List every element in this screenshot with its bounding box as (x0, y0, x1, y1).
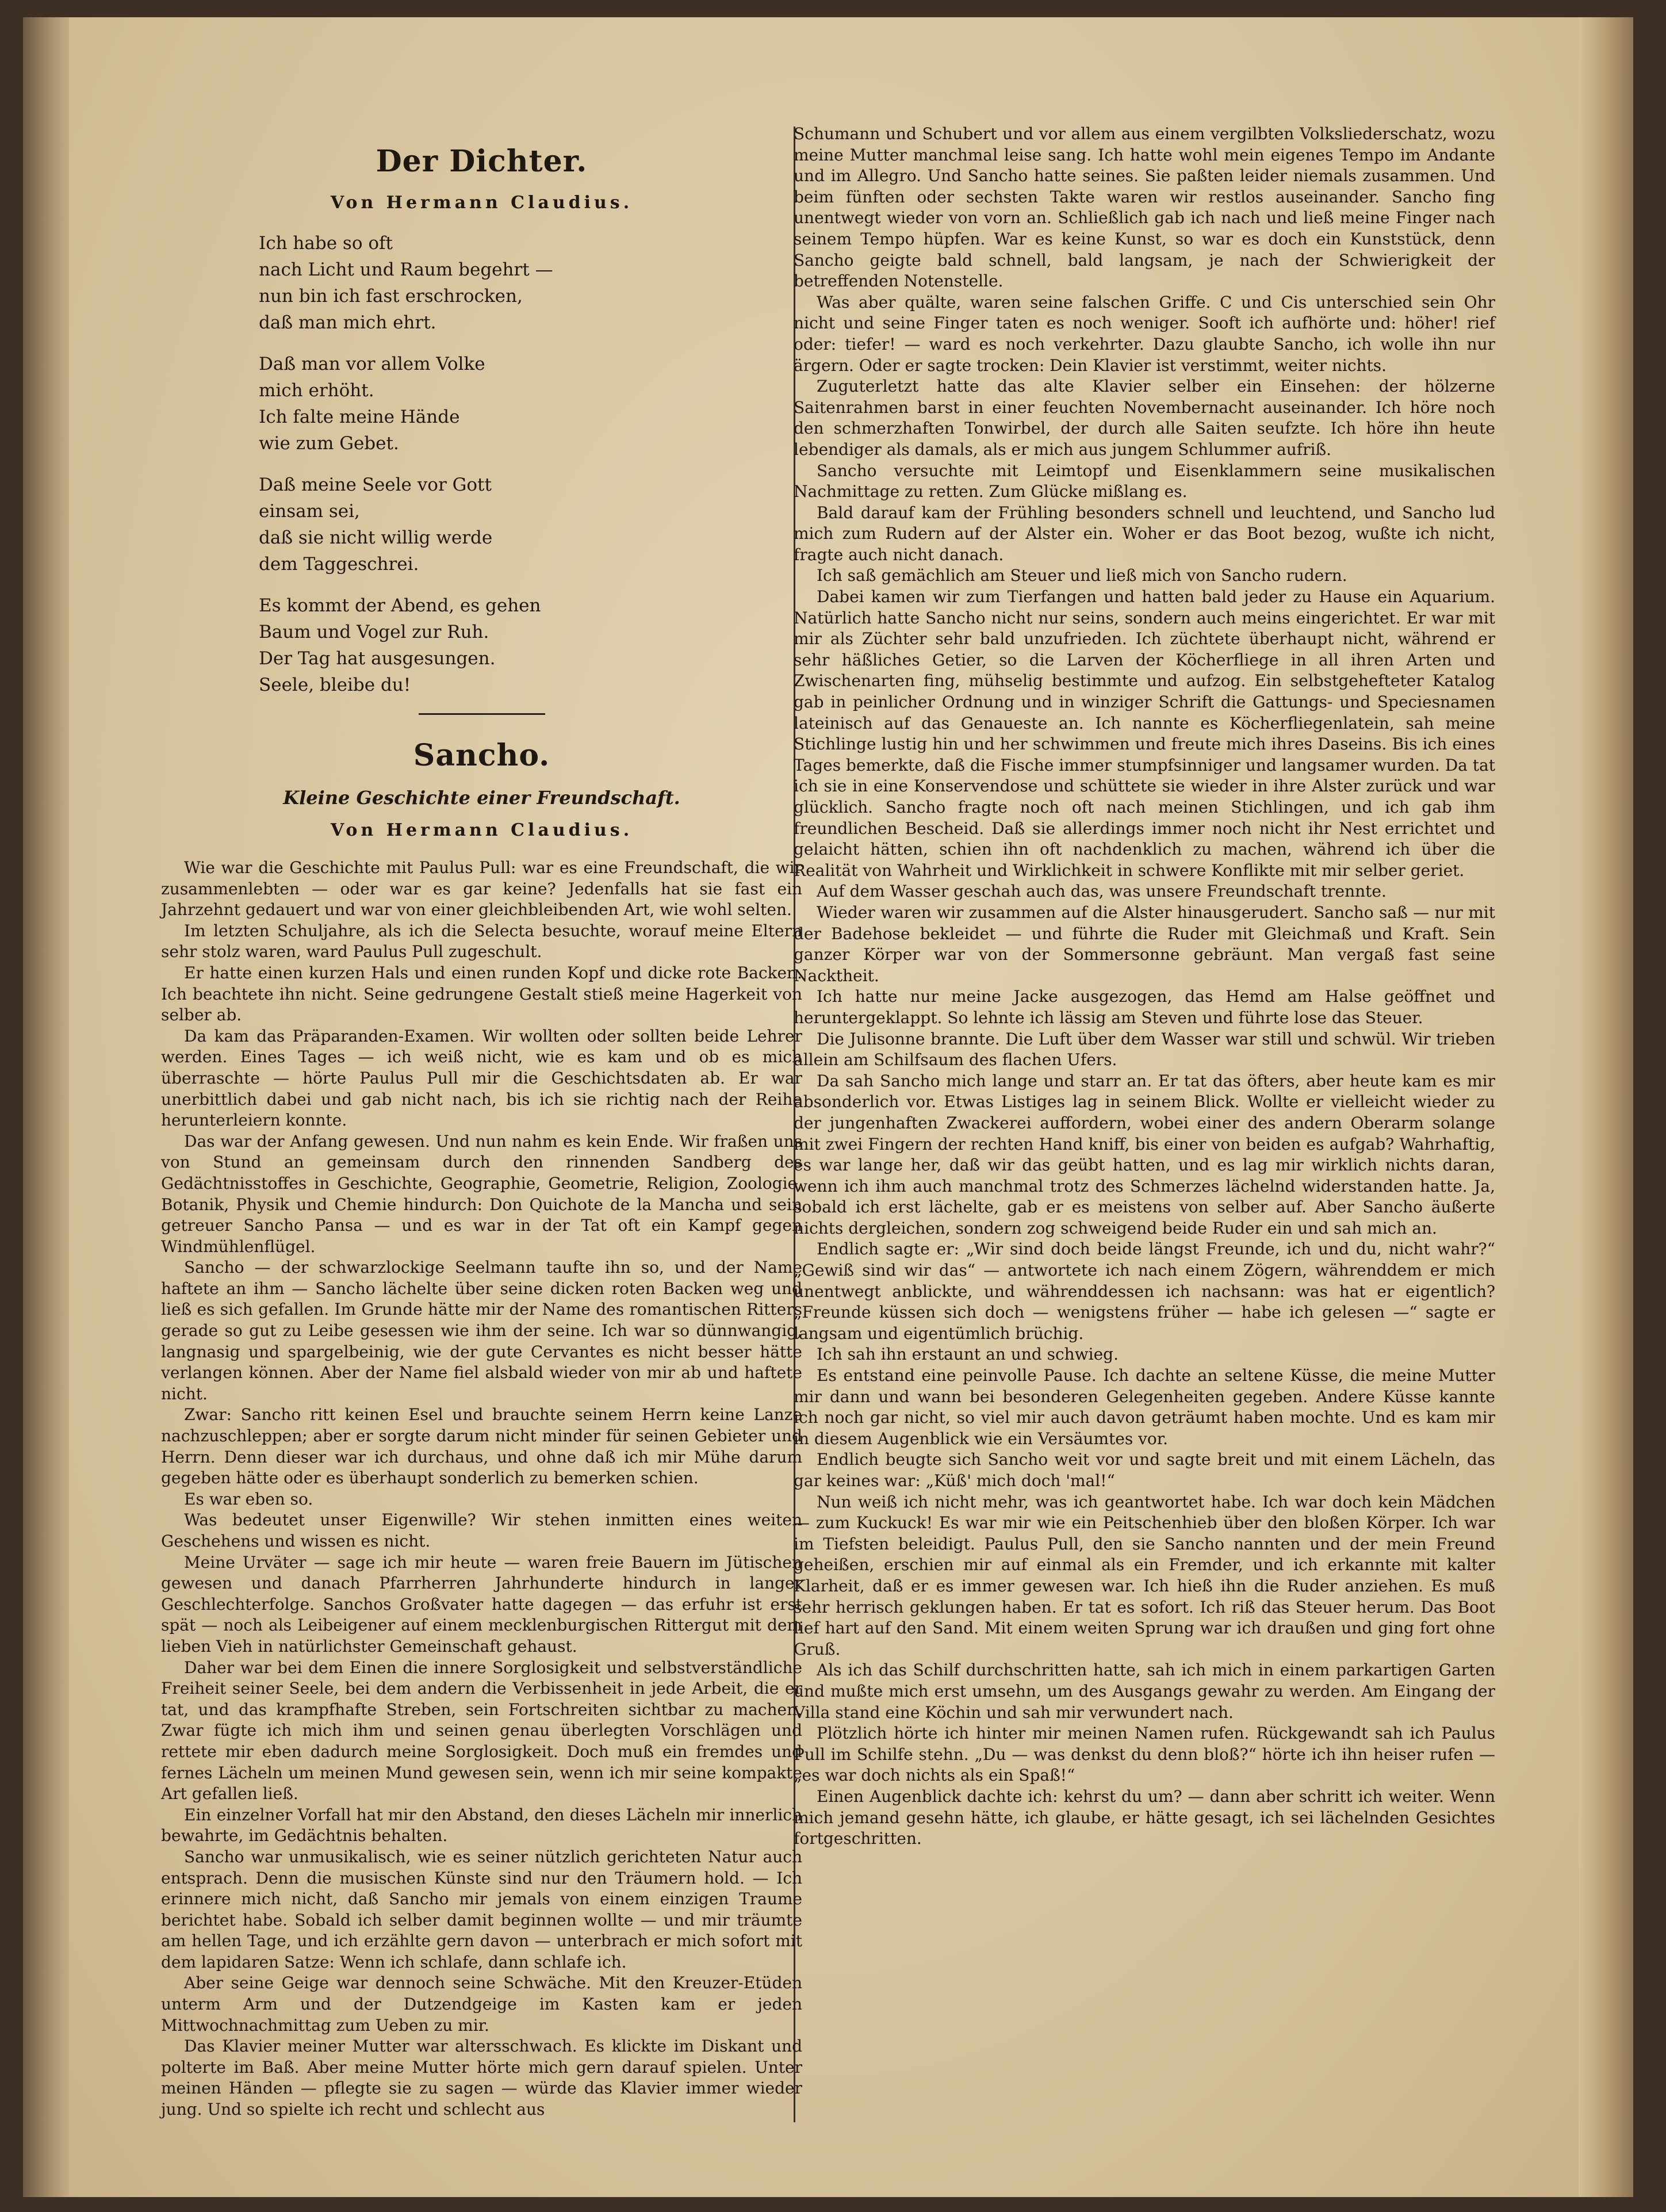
poem-line: Der Tag hat ausgesungen. (259, 648, 496, 669)
paragraph: Was aber quälte, waren seine falschen Griffe. C und Cis unterschied sein Ohr nicht und seine Finger taten es noch weniger. Sooft ich aufhörte und: höher! rief oder: tiefer! — ward es noch verkehrter. Dazu glaubte Sancho, ich wolle ihn nur ärgern. Oder er sagte trocken: Dein Klavier ist verstimmt, weiter nichts. (794, 292, 1495, 375)
paragraph: Als ich das Schilf durchschritten hatte, sah ich mich in einem parkartigen Garten und mußte mich erst umsehn, um des Ausgangs gewahr zu werden. Am Eingang der Villa stand eine Köchin und sah mir verwundert nach. (794, 1660, 1495, 1722)
poem-line: nach Licht und Raum begehrt — (259, 259, 553, 280)
page-edge-right (1579, 17, 1633, 2197)
paragraph: Endlich sagte er: „Wir sind doch beide längst Freunde, ich und du, nicht wahr?“ „Gewiß sind wir das“ — antwortete ich nach einem Zögern, währenddem er mich unentwegt anblickte, und währenddessen ich nachsann: was hat er eigentlich? „Freunde küssen sich doch — wenigstens früher — habe ich gelesen —“ sagte er langsam und eigentümlich brüchig. (794, 1239, 1495, 1343)
paragraph: Ein einzelner Vorfall hat mir den Abstand, den dieses Lächeln mir innerlich bewahrte, im Gedächtnis behalten. (161, 1805, 802, 1846)
poem-stanza (259, 592, 802, 698)
paragraph: Nun weiß ich nicht mehr, was ich geantwortet habe. Ich war doch kein Mädchen — zum Kuckuck! Es war mir wie ein Peitschenhieb über den bloßen Körper. Ich war im Tiefsten beleidigt. Paulus Pull, den sie Sancho nannten und der mein Freund geheißen, erschien mir auf einmal als ein Fremder, und ich erkannte mit kalter Klarheit, daß er es immer gewesen war. Ich hieß ihn die Ruder anziehen. Es muß sehr herrisch geklungen haben. Er tat es sofort. Ich riß das Steuer herum. Das Boot lief hart auf den Sand. Mit einem weiten Sprung war ich draußen und ging fort ohne Gruß. (794, 1492, 1495, 1659)
paragraph: Bald darauf kam der Frühling besonders schnell und leuchtend, und Sancho lud mich zum Rudern auf der Alster ein. Woher er das Boot bezog, wußte ich nicht, fragte auch nicht danach. (794, 503, 1495, 564)
poem-line: Daß meine Seele vor Gott (259, 474, 492, 495)
paragraph: Zuguterletzt hatte das alte Klavier selber ein Einsehen: der hölzerne Saitenrahmen barst in einer feuchten Novembernacht auseinander. Ich höre noch den schmerzhaften Tonwirbel, der durch alle Saiten seufzte. Ich höre ihn heute lebendiger als damals, als er mich aus jungem Schlummer aufriß. (794, 377, 1495, 459)
paragraph: Das war der Anfang gewesen. Und nun nahm es kein Ende. Wir fraßen uns von Stund an gemeinsam durch den rinnenden Sandberg des Gedächtnisstoffes in Geschichte, Geographie, Geometrie, Religion, Zoologie, Botanik, Physik und Chemie hindurch: Don Quichote de la Mancha und sein getreuer Sancho Pansa — und es war in der Tat oft ein Kampf gegen Windmühlenflügel. (161, 1131, 802, 1256)
poem-title: Der Dichter. (376, 144, 588, 179)
paragraph: Er hatte einen kurzen Hals und einen runden Kopf und dicke rote Backen. Ich beachtete ihn nicht. Seine gedrungene Gestalt stieß meine Hagerkeit von selber ab. (161, 963, 802, 1025)
paragraph: Es entstand eine peinvolle Pause. Ich dachte an seltene Küsse, die meine Mutter mir dann und wann bei besonderen Gelegenheiten gegeben. Andere Küsse kannte ich noch gar nicht, so viel mir auch davon geträumt haben mochte. Und es kam mir in diesem Augenblick wie ein Versäumtes vor. (794, 1366, 1495, 1448)
previous-page-edge (23, 17, 69, 2197)
paragraph: Sancho — der schwarzlockige Seelmann taufte ihn so, und der Name haftete an ihm — Sancho lächelte über seine dicken roten Backen weg und ließ es sich gefallen. Im Grunde hätte mir der Name des romantischen Ritters gerade so gut zu Leibe gesessen wie ihm der seine. Ich war so dünnwangig, langnasig und spargelbeinig, wie der gute Cervantes es nicht besser hätte verlangen können. Aber der Name fiel alsbald wieder von mir ab und haftete nicht. (161, 1258, 802, 1403)
paragraph: Da kam das Präparanden-Examen. Wir wollten oder sollten beide Lehrer werden. Eines Tages — ich weiß nicht, wie es kam und ob es mich überraschte — hörte Paulus Pull mir die Geschichtsdaten ab. Er war unerbittlich dabei und gab nicht nach, bis ich sie richtig nach der Reihe herunterleiern konnte. (161, 1026, 802, 1130)
paragraph: Daher war bei dem Einen die innere Sorglosigkeit und selbstverständliche Freiheit seiner Seele, bei dem andern die Verbissenheit in jede Arbeit, die er tat, und das krampfhafte Streben, sein Fortschreiten sichtbar zu machen. Zwar fügte ich mich ihm und seinen genau überlegten Vorschlägen und rettete mir eben dadurch meine Sorglosigkeit. Doch muß ein fremdes und fernes Lächeln um meinen Mund gewesen sein, wenn ich mir seine kompakte Art gefallen ließ. (161, 1658, 802, 1804)
poem-byline: Von Hermann Claudius. (330, 193, 633, 213)
poem-line: mich erhöht. (259, 380, 374, 401)
paragraph: Die Julisonne brannte. Die Luft über dem Wasser war still und schwül. Wir trieben allein am Schilfsaum des flachen Ufers. (794, 1029, 1495, 1070)
poem-stanza (259, 230, 802, 336)
paragraph: Meine Urväter — sage ich mir heute — waren freie Bauern im Jütischen gewesen und danach Pfarrherren Jahrhunderte hindurch in langer Geschlechterfolge. Sanchos Großvater hatte dagegen — das erfuhr ist erst spät — noch als Leibeigener auf einem mecklenburgischen Rittergut mit dem lieben Vieh in natürlichster Gemeinschaft gehaust. (161, 1552, 802, 1656)
story-byline: Von Hermann Claudius. (330, 820, 633, 840)
paragraph: Plötzlich hörte ich hinter mir meinen Namen rufen. Rückgewandt sah ich Paulus Pull im Schilfe stehn. „Du — was denkst du denn bloß?“ hörte ich ihn heiser rufen — „es war doch nichts als ein Spaß!“ (794, 1724, 1495, 1785)
paragraph: Sancho versuchte mit Leimtopf und Eisenklammern seine musikalischen Nachmittage zu retten. Zum Glücke mißlang es. (794, 461, 1495, 502)
paragraph: Auf dem Wasser geschah auch das, was unsere Freundschaft trennte. (817, 882, 1387, 901)
poem-line: Ich falte meine Hände (259, 407, 460, 427)
paragraph: Endlich beugte sich Sancho weit vor und sagte breit und mit einem Lächeln, das gar keines war: „Küß' mich doch 'mal!“ (794, 1450, 1495, 1490)
story-text-right (794, 124, 1495, 1850)
poem-stanza (259, 472, 802, 577)
poem-line: Daß man vor allem Volke (259, 354, 485, 374)
paragraph: Wieder waren wir zusammen auf die Alster hinausgerudert. Sancho saß — nur mit der Badehose bekleidet — und führte die Ruder mit Gleichmaß und Kraft. Sein ganzer Körper war von der Sommersonne gebräunt. Man vergaß fast seine Nacktheit. (794, 902, 1495, 985)
paragraph: Im letzten Schuljahre, als ich die Selecta besuchte, worauf meine Eltern sehr stolz waren, ward Paulus Pull zugeschult. (161, 921, 802, 962)
poem-line: daß sie nicht willig werde (259, 527, 493, 548)
left-column (161, 121, 802, 2121)
paragraph: Sancho war unmusikalisch, wie es seiner nützlich gerichteten Natur auch entsprach. Denn die musischen Künste sind nur den Träumern hold. — Ich erinnere mich nicht, daß Sancho mir jemals von einem einzigen Traume berichtet habe. Sobald ich selber damit beginnen wollte — und mir träumte am hellen Tage, und ich erzählte gern davon — unterbrach er mich sofort mit dem lapidaren Satze: Wenn ich schlafe, dann schlafe ich. (161, 1847, 802, 1972)
poem-stanza (259, 351, 802, 457)
paragraph: Ich hatte nur meine Jacke ausgezogen, das Hemd am Halse geöffnet und heruntergeklappt. So lehnte ich lässig am Steven und führte lose das Steuer. (794, 987, 1495, 1027)
poem-line: Seele, bleibe du! (259, 675, 411, 695)
section-divider (419, 713, 545, 715)
poem-line: nun bin ich fast erschrocken, (259, 286, 523, 307)
poem-line: Baum und Vogel zur Ruh. (259, 622, 489, 642)
story-text-left (161, 858, 802, 2121)
paragraph: Wie war die Geschichte mit Paulus Pull: war es eine Freundschaft, die wir zusammenlebten — oder war es gar keine? Jedenfalls hat sie fast ein Jahrzehnt gedauert und war von einer gleichbleibenden Art, wie wohl selten. (161, 858, 802, 920)
paragraph: Aber seine Geige war dennoch seine Schwäche. Mit den Kreuzer-Etüden unterm Arm und der Dutzendgeige im Kasten kam er jeden Mittwochnachmittag zum Ueben zu mir. (161, 1973, 802, 2035)
paragraph: Da sah Sancho mich lange und starr an. Er tat das öfters, aber heute kam es mir absonderlich vor. Etwas Listiges lag in seinem Blick. Wollte er vielleicht wieder zu der jungenhaften Zwackerei auffordern, wobei einer des andern Oberarm solange mit zwei Fingern der rechten Hand kniff, bis einer von beiden es aufgab? Wahrhaftig, es war lange her, daß wir das geübt hatten, und es lag mir wirklich nichts daran, wenn ich ihm auch manchmal trotz des Schmerzes lächelnd widerstanden hatte. Ja, sobald ich erst lächelte, gab er es meistens von selber auf. Aber Sancho äußerte nichts dergleichen, sondern zog schweigend beide Ruder ein und sah mich an. (794, 1071, 1495, 1238)
poem-body (259, 230, 802, 698)
poem-line: Es kommt der Abend, es gehen (259, 595, 541, 616)
poem-line: dem Taggeschrei. (259, 554, 419, 575)
poem-line: daß man mich ehrt. (259, 312, 436, 333)
paragraph: Es war eben so. (184, 1489, 313, 1509)
story-subtitle: Kleine Geschichte einer Freundschaft. (283, 787, 680, 809)
paragraph: Dabei kamen wir zum Tierfangen und hatten bald jeder zu Hause ein Aquarium. Natürlich hatte Sancho nicht nur seins, sondern auch meins eingerichtet. Er war mit mir als Züchter sehr bald unzufrieden. Ich züchtete überhaupt nicht, während er sehr häßliches Getier, so die Larven der Köcherfliege in all ihren Arten und Zwischenarten fing, mühselig bestimmte und aufzog. Ein selbstgehefteter Katalog gab in peinlicher Ordnung und in winziger Schrift die Gattungs- und Speciesnamen lateinisch auf das Genaueste an. Ich nannte es Köcherfliegenlatein, sah meine Stichlinge lustig hin und her schwimmen und freute mich ihres Daseins. Bis ich eines Tages bemerkte, daß die Fische immer stumpfsinniger und langsamer wurden. Da tat ich sie in eine Konservendose und schüttete sie wieder in ihre Alster zurück und war glücklich. Sancho fragte noch oft nach meinen Stichlingen, und ich gab ihm freundlichen Bescheid. Daß sie allerdings immer noch nicht ihr Nest errichtet und gelaicht hätten, schien ihn oft nachdenklich zu machen, während ich über die Realität von Wahrheit und Wirklichkeit in schwere Konflikte mit mir selber geriet. (794, 587, 1495, 880)
paragraph: Einen Augenblick dachte ich: kehrst du um? — dann aber schritt ich weiter. Wenn mich jemand gesehn hätte, ich glaube, er hätte gesagt, ich sei lächelnden Gesichtes fortgeschritten. (794, 1786, 1495, 1849)
paragraph: Ich saß gemächlich am Steuer und ließ mich von Sancho rudern. (817, 566, 1347, 585)
paragraph: Schumann und Schubert und vor allem aus einem vergilbten Volksliederschatz, wozu meine Mutter manchmal leise sang. Ich hatte wohl mein eigenes Tempo im Andante und im Allegro. Und Sancho hatte seines. Sie paßten leider niemals zusammen. Und beim fünften oder sechsten Takte waren wir restlos auseinander. Sancho fing unentwegt wieder von vorn an. Schließlich gab ich nach und ließ meine Finger nach seinem Tempo hüpfen. War es keine Kunst, so war es doch ein Kunststück, denn Sancho geigte bald schnell, bald langsam, je nach der Schwierigkeit der betreffenden Notenstelle. (794, 124, 1495, 291)
poem-line: wie zum Gebet. (259, 433, 399, 454)
poem-line: einsam sei, (259, 501, 360, 522)
paragraph: Ich sah ihn erstaunt an und schwieg. (817, 1345, 1119, 1364)
poem-line: Ich habe so oft (259, 233, 393, 254)
story-title: Sancho. (413, 738, 550, 773)
paragraph: Das Klavier meiner Mutter war altersschwach. Es klickte im Diskant und polterte im Baß. Aber meine Mutter hörte mich gern darauf spielen. Unter meinen Händen — pflegte sie zu sagen — würde das Klavier immer wieder jung. Und so spielte ich recht und schlecht aus (161, 2037, 802, 2119)
paragraph: Zwar: Sancho ritt keinen Esel und brauchte seinem Herrn keine Lanze nachzuschleppen; aber er sorgte darum nicht minder für seinen Gebieter und Herrn. Denn dieser war ich durchaus, und ohne daß ich mir Mühe darum gegeben hätte oder es überhaupt sonderlich zu bemerken schien. (161, 1405, 802, 1488)
paragraph: Was bedeutet unser Eigenwille? Wir stehen inmitten eines weiten Geschehens und wissen es nicht. (161, 1510, 802, 1551)
newspaper-page (23, 17, 1633, 2197)
